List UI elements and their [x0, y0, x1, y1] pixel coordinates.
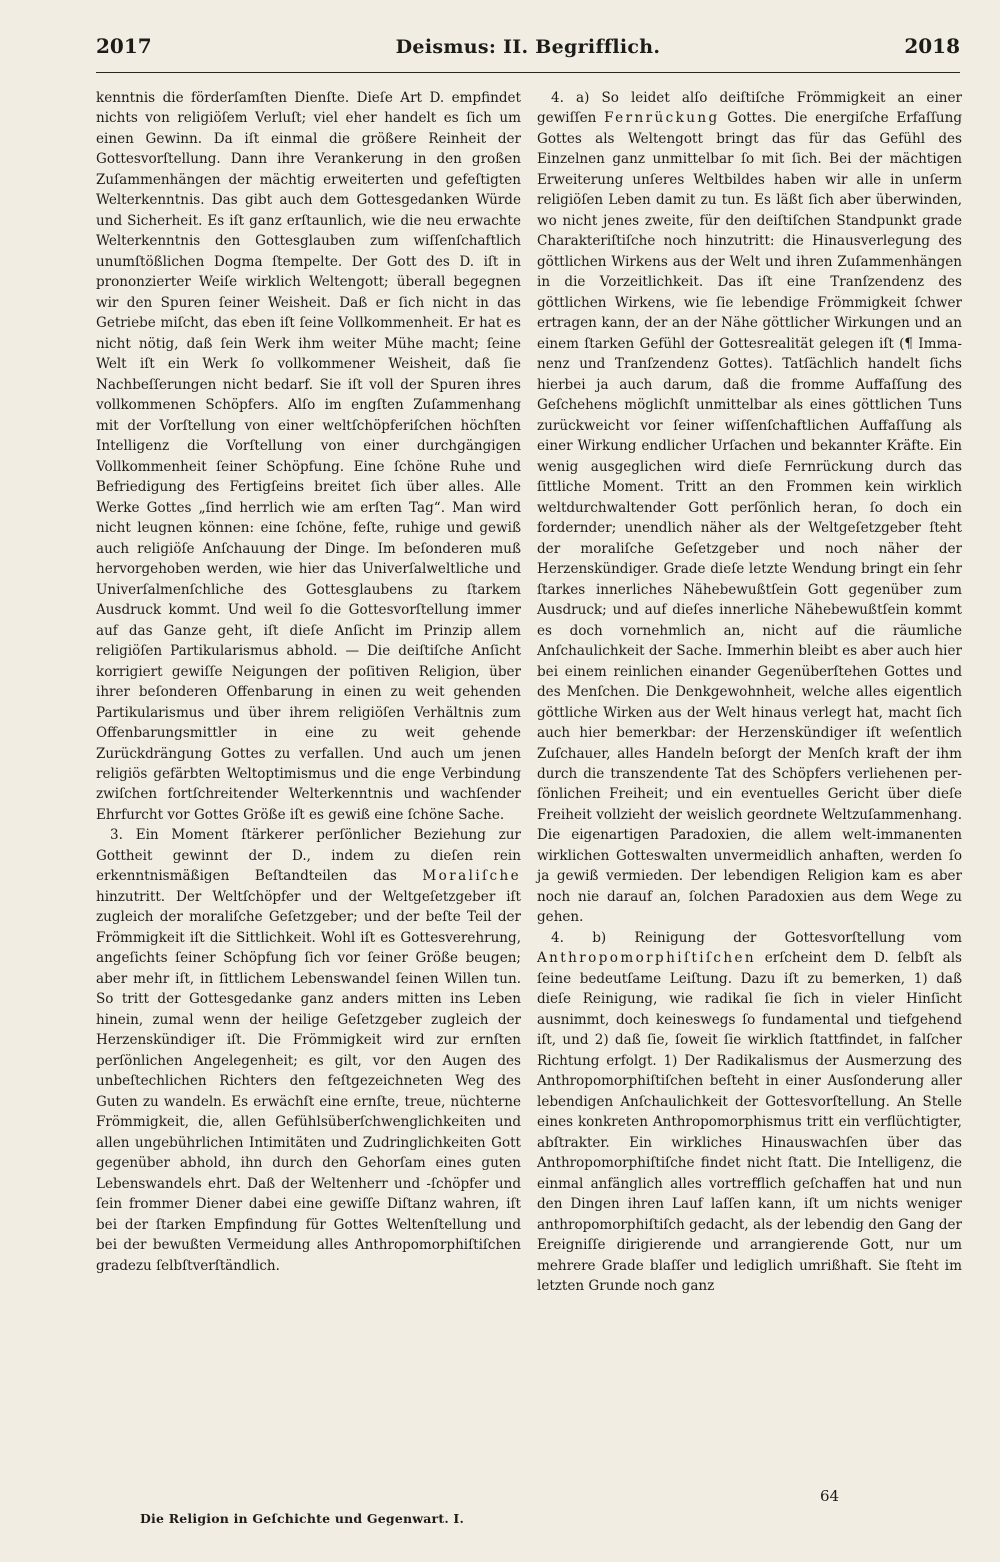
spaced-term: Fernrückung — [604, 110, 720, 127]
paragraph-rest: hinzutritt. Der Weltſchöpfer und der Weltgeſetzgeber iſt zugleich der moraliſche Geſetzgeber; und der beſte Teil der Frömmigkeit iſt die Sittlichkeit. Wohl iſt es Gottesverehrung, angeſichts ſeiner Schöpfung ſich vor ſeiner Größe beugen; aber mehr iſt, in ſittlichem Lebenswandel ſeinen Willen tun. So tritt der Gottesgedanke ganz anders mitten ins Leben hinein, zumal wenn der heilige Geſetzgeber zugleich der Herzenskündiger iſt. Die Frömmigkeit wird zur ernſten perſönlichen Angelegenheit; es gilt, vor den Augen des unbeſtechlichen Richters den feſtgezeichneten Weg des Guten zu wandeln. Es erwächſt eine ernſte, treue, nüchterne Frömmigkeit, die, allen Gefühlsüberſchwenglichkeiten und allen ungebührlichen Intimitäten und Zudringlichkeiten Gott gegenüber abhold, ihn durch den Gehorſam eines guten Lebenswandels ehrt. Daß der Weltenherr und -ſchöpfer und ſein frommer Diener dabei eine gewiſſe Diſtanz wahren, iſt bei der ſtarken Empfindung für Gottes Weltenſtellung und bei der bewußten Vermeidung alles Anthropomorphiſtiſchen gradezu ſelbſtverſtändlich. — [96, 888, 521, 1274]
paragraph-start: 4. b) Reinigung der Gottesvorſtellung vom — [551, 929, 962, 946]
spaced-term: Anthropomorphiſtiſchen — [537, 950, 757, 967]
left-column — [96, 88, 521, 1276]
paragraph-rest: Gottes. Die energiſche Erfaſſung Gottes als Weltengott bringt das für das Gefühl des Einzelnen ganz unmittelbar ſo mit ſich. Bei der mächtigen Erweiterung unſeres Weltbildes haben wir alle in unſerm religiöſen Leben damit zu tun. Es läßt ſich aber überwinden, wo nicht jenes zweite, für den deiſtiſchen Standpunkt grade Charakteriſtiſche noch hinzutritt: die Hinausverlegung des göttlichen Wirkens aus der Welt und ihren Zuſammenhängen in die Vorzeitlichkeit. Das iſt eine Tranſzendenz des göttlichen Wirkens, wie ſie lebendige Frömmigkeit ſchwer ertragen kann, der an der Nähe göttlicher Wirkungen und an einem ſtarken Gefühl der Gottesrealität gelegen iſt (¶ Immanenz und Tranſzendenz Gottes). Tatſächlich handelt ſichs hierbei ja auch darum, daß die fromme Auffaſſung des Geſchehens möglichſt unmittelbar als eines göttlichen Tuns zurückweicht vor ſeiner wiſſenſchaftlichen Auffaſſung als einer Wirkung endlicher Urſachen und bekannter Kräfte. Ein wenig ausgeglichen wird dieſe Fernrückung durch das ſittliche Moment. Tritt an den Frommen kein wirklich weltdurchwaltender Gott perſönlich heran, ſo doch ein fordernder; unendlich näher als der Weltgeſetzgeber ſteht der moraliſche Geſetzgeber und noch näher der Herzenskündiger. Grade dieſe letzte Wendung bringt ein ſehr ſtarkes innerliches Nähebewußtſein Gott gegenüber zum Ausdruck; und auf dieſes innerliche Nähebewußtſein kommt es doch vornehmlich an, nicht auf die räumliche Anſchaulichkeit der Sache. Immerhin bleibt es aber auch hier bei einem reinlichen einander Gegenüberſtehen Gottes und des Menſchen. Die Denkgewohnheit, welche alles eigentlich göttliche Wirken aus der Welt hinaus verlegt hat, macht ſich auch hier bemerkbar: der Herzenskündiger iſt weſentlich Zuſchauer, alles Handeln beſorgt der Menſch kraft der ihm durch die transzendente Tat des Schöpfers verliehenen perſönlichen Freiheit; und ein eventuelles Gericht über dieſe Freiheit vollzieht der weislich geordnete Weltzuſammenhang. Die eigenartigen Paradoxien, die allem welt-immanenten wirklichen Gotteswalten unvermeidlich anhaften, werden ſo ja gewiß vermieden. Der lebendigen Religion kam es aber noch nie darauf an, ſolchen Paradoxien aus dem Wege zu gehen. — [537, 110, 962, 926]
paragraph-rest: erſcheint dem D. ſelbſt als ſeine bedeutſame Leiſtung. Dazu iſt zu bemerken, 1) daß dieſe Reinigung, wie radikal ſie ſich in vieler Hinſicht ausnimmt, doch keineswegs ſo fundamental und tiefgehend iſt, und 2) daß ſie, ſoweit ſie wirklich ſtattfindet, in falſcher Richtung erfolgt. 1) Der Radikalismus der Ausmerzung des Anthropomorphiſtiſchen beſteht in einer Ausſonderung aller lebendigen Anſchaulichkeit der Gottesvorſtellung. An Stelle eines konkreten Anthropomorphismus tritt ein verflüchtigter, abſtrakter. Ein wirkliches Hinauswachſen über das Anthropomorphiſtiſche findet nicht ſtatt. Die Intelligenz, die einmal anfänglich alles vortrefflich geſchaffen hat und nun den Dingen ihren Lauf laſſen kann, iſt um nichts weniger anthropomorphiſtiſch gedacht, als der lebendig den Gang der Ereigniſſe dirigierende und arrangierende Gott, nur um mehrere Grade blaſſer und lediglich umrißhaft. Sie ſteht im letzten Grunde noch ganz — [537, 950, 962, 1295]
sheet-signature: 64 — [820, 1487, 840, 1505]
page-number-right: 2018 — [904, 34, 960, 58]
paragraph — [537, 928, 962, 1297]
header-rule — [96, 72, 960, 73]
paragraph-start: 4. a) So leidet alſo deiſtiſche Frömmigkeit an einer gewiſſen — [537, 90, 962, 127]
right-column — [537, 88, 962, 1297]
paragraph — [537, 88, 962, 928]
paragraph: kenntnis die förderſamſten Dienſte. Dieſe Art D. empfindet nichts von religiöſem Verluſt; viel eher handelt es ſich um einen Gewinn. Da iſt einmal die größere Reinheit der Gottesvorſtellung. Dann ihre Verankerung in den großen Zuſammenhängen der mächtig erweiterten und gefeſtigten Welterkenntnis. Das gibt auch dem Gottesgedanken Würde und Sicherheit. Es iſt ganz erſtaunlich, wie die neu erwachte Welterkenntnis den Gottesglauben zum wiſſenſchaftlich unumſtößlichen Dogma ſtempelte. Der Gott des D. iſt in prononzierter Weiſe wirklich Weltengott; überall begegnen wir den Spuren ſeiner Weisheit. Daß er ſich nicht in das Getriebe miſcht, das eben iſt ſeine Vollkommenheit. Er hat es nicht nötig, daß ſein Werk ihm weiter Mühe macht; ſeine Welt iſt ein Werk ſo vollkommener Weisheit, daß ſie Nachbeſſerungen nicht bedarf. Sie iſt voll der Spuren ihres vollkommenen Schöpfers. Alſo im engſten Zuſammenhang mit der Vorſtellung von einer weltſchöpferiſchen höchſten Intelligenz die Vorſtellung von einer durchgängigen Vollkommenheit ſeiner Schöpfung. Eine ſchöne Ruhe und Befriedigung des Fertigſeins breitet ſich über alles. Alle Werke Gottes „ſind herrlich wie am erſten Tag“. Man wird nicht leugnen können: eine ſchöne, feſte, ruhige und gewiß auch religiöſe Anſchauung der Dinge. Im beſonderen muß hervorgehoben werden, wie hier das Univerſalweltliche und Univerſalmenſchliche des Gottesglaubens zu ſtarkem Ausdruck kommt. Und weil ſo die Gottesvorſtellung immer auf das Ganze geht, iſt dieſe Anſicht im Prinzip allem religiöſen Partikularismus abhold. — Die deiſtiſche Anſicht korrigiert gewiſſe Neigungen der poſitiven Religion, über ihrer beſonderen Offenbarung in einen zu weit gehenden Partikularismus und über ihrem religiöſen Verhältnis zum Offenbarungsmittler in eine zu weit gehende Zurückdrängung Gottes zu verfallen. Und auch um jenen religiös gefärbten Weltoptimismus und die enge Verbindung zwiſchen fortſchreitender Welterkenntnis und wachſender Ehrfurcht vor Gottes Größe iſt es gewiß eine ſchöne Sache. — [96, 90, 521, 823]
footer-source: Die Religion in Geſchichte und Gegenwart. I. — [140, 1511, 465, 1526]
spaced-term: Moraliſche — [422, 868, 521, 885]
page-number-left: 2017 — [96, 34, 152, 58]
paragraph — [96, 825, 521, 1276]
paragraph-start: 3. Ein Moment ſtärkerer perſönlicher Beziehung zur Gottheit gewinnt der D., indem zu dieſen rein erkenntnismäßigen Beſtandteilen das — [96, 827, 521, 885]
running-title: Deismus: II. Begrifflich. — [395, 36, 661, 58]
running-header — [96, 34, 960, 68]
